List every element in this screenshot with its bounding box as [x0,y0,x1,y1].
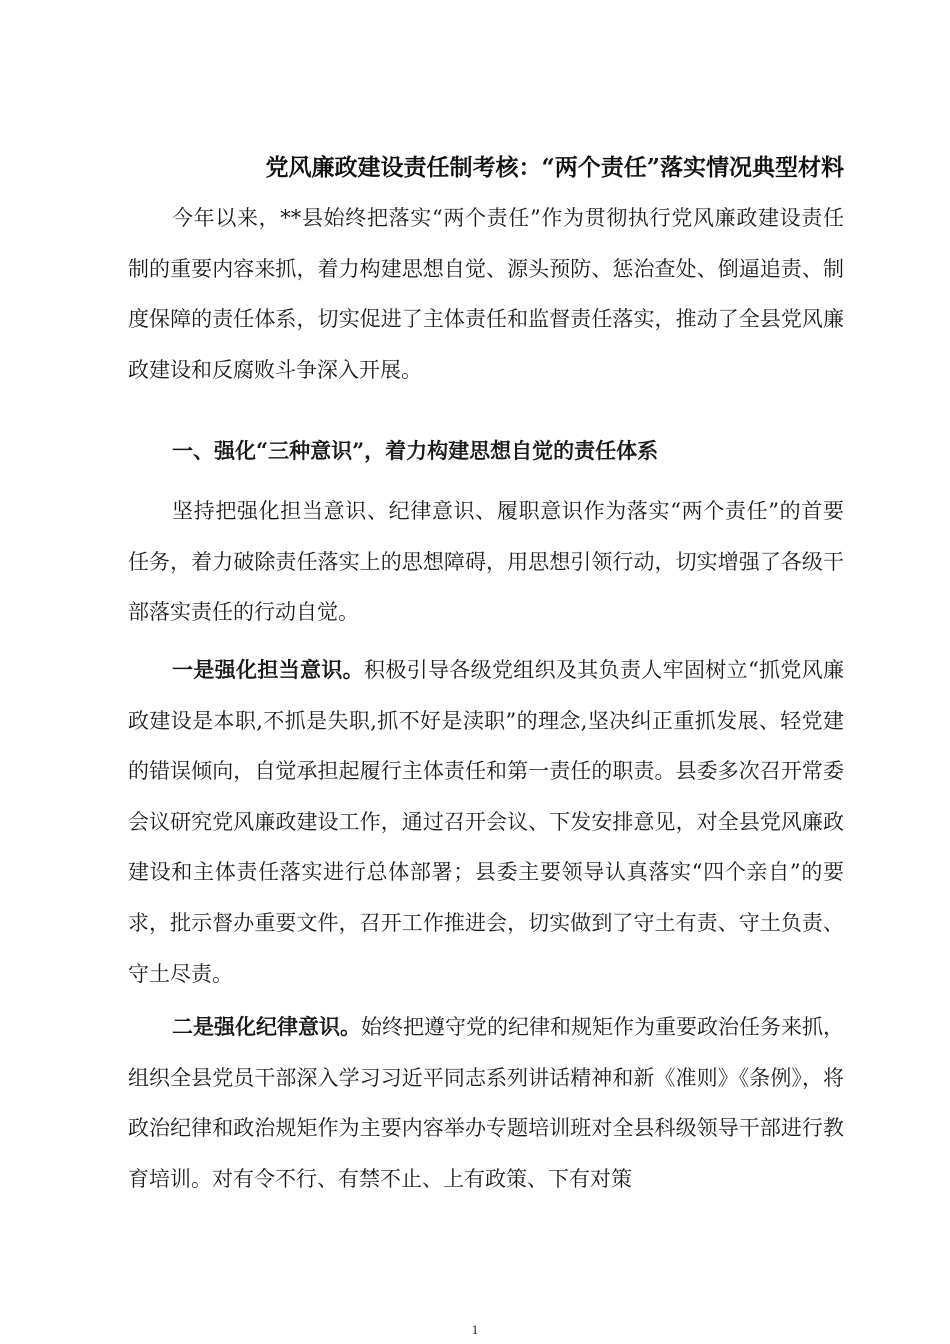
section-heading: 一、强化“三种意识”，着力构建思想自觉的责任体系 [172,438,659,463]
intro-paragraph: 今年以来，**县始终把落实“两个责任”作为贯彻执行党风廉政建设责任制的重要内容来抓，着力构建思想自觉、源头预防、惩治查处、倒逼追责、制度保障的责任体系，切实促进了主体责任和监督责任落实，推动了全县党风廉政建设和反腐败斗争深入开展。 [128,206,844,382]
point-one-body: 积极引导各级党组织及其负责人牢固树立“抓党风廉政建设是本职,不抓是失职,抓不好是渎职”的理念,坚决纠正重抓发展、轻党建的错误倾向，自觉承担起履行主体责任和第一责任的职责。县委多次召开常委会议研究党风廉政建设工作，通过召开会议、下发安排意见，对全县党风廉政建设和主体责任落实进行总体部署；县委主要领导认真落实“四个亲自”的要求，批示督办重要文件，召开工作推进会，切实做到了守土有责、守土负责、守土尽责。 [128,658,845,986]
page-number: 1 [471,1322,479,1337]
section-summary-paragraph: 坚持把强化担当意识、纪律意识、履职意识作为落实“两个责任”的首要任务，着力破除责任落实上的思想障碍，用思想引领行动，切实增强了各级干部落实责任的行动自觉。 [128,499,844,625]
document-title: 党风廉政建设责任制考核：“两个责任”落实情况典型材料 [265,154,844,181]
point-two-body: 始终把遵守党的纪律和规矩作为重要政治任务来抓，组织全县党员干部深入学习习近平同志系列讲话精神和新《准则》《条例》，将政治纪律和政治规矩作为主要内容举办专题培训班对全县科级领导干部进行教育培训。对有令不行、有禁不止、上有政策、下有对策 [128,1015,844,1191]
point-one-lead: 一是强化担当意识。 [172,657,364,682]
point-two-paragraph [128,1002,844,1204]
point-two-lead: 二是强化纪律意识。 [172,1014,361,1039]
point-one-paragraph [128,645,844,999]
